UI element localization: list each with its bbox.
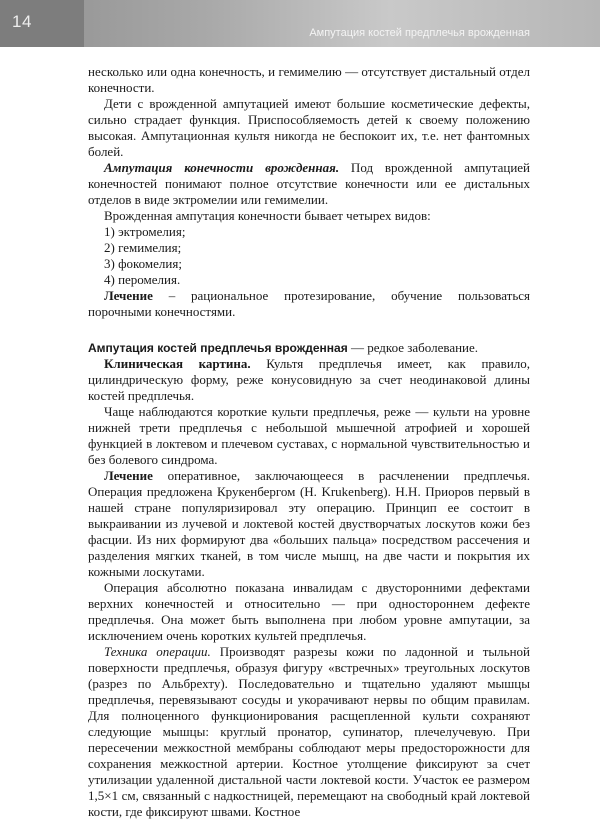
list-item-ectromelia: 1) эктромелия; (104, 224, 186, 239)
operative-treatment-text: оперативное, заключающееся в расчленении предплечья. Операция предложена Крукенбергом (H. Krukenberg). Н.Н. Приоров первый в нашей стране популяризировал эту операцию. Принцип ее состоит в выкраивании из лучевой и локтевой костей двустворчатых лоскутов кожи без фасции. Из них формируют два «больших пальца» посредством рассечения и разделения мягких тканей, в том числе мышц, на две части и покрытия их кожными лоскутами. (88, 468, 530, 579)
clinical-picture-text: Культя предплечья имеет, как правило, цилиндрическую форму, реже конусовидную за счет неодинаковой длины костей предплечья. (88, 356, 531, 403)
paragraph-indications: Операция абсолютно показана инвалидам с двусторонними дефектами верхних конечностей и относительно — при одностороннем дефекте предплечья. Она может быть выполнена при любом уровне ампутации, за исключением очень коротких культей предплечья. (88, 580, 530, 643)
term-treatment: Лечение (104, 288, 153, 303)
list-item-hemimelia: 2) гемимелия; (104, 240, 182, 255)
term-congenital-amputation: Ампутация конечности врожденная. (104, 160, 340, 175)
paragraph-clinical-picture (88, 356, 530, 404)
section-heading: Ампутация костей предплечья врожденная (88, 341, 348, 355)
paragraph-congenital-amputation (88, 160, 530, 208)
treatment-text: – рациональное протезирование, обучение пользоваться порочными конечностями. (88, 288, 530, 319)
page-body (88, 64, 530, 820)
header-band (0, 0, 600, 47)
paragraph-short-stumps: Чаще наблюдаются короткие культи предплечья, реже — культи на уровне нижней трети предплечья с небольшой мышечной атрофией и хорошей функцией в локтевом и плечевом суставах, с нормальной чувствительностью и без болевого синдрома. (88, 404, 530, 467)
paragraph-treatment-2 (88, 468, 530, 580)
paragraph-treatment-1 (88, 288, 530, 320)
paragraph-congenital-children: Дети с врожденной ампутацией имеют большие косметические дефекты, сильно страдает функция. Приспособляемость детей к своему положению высокая. Ампутационная культя никогда не беспокоит их, т.е. нет фантомных болей. (88, 96, 530, 159)
section-heading-rest: — редкое заболевание. (347, 340, 479, 355)
term-treatment-operative: Лечение (104, 468, 153, 483)
list-item-phocomelia: 3) фокомелия; (104, 256, 182, 271)
paragraph-continuation: несколько или одна конечность, и гемимелию — отсутствует дистальный отдел конечности. (88, 64, 530, 95)
term-clinical-picture: Клиническая картина. (104, 356, 251, 371)
list-item-peromelia: 4) перомелия. (104, 272, 181, 287)
definition-text: Под врожденной ампутацией конечностей понимают полное отсутствие конечности или ее дистальных отделов в виде эктромелии или гемимелии. (88, 160, 531, 207)
technique-text: Производят разрезы кожи по ладонной и тыльной поверхности предплечья, образуя фигуру «встречных» треугольных лоскутов (разрез по Альбрехту). Последовательно и тщательно удаляют мышцы предплечья, перевязывают сосуды и укорачивают нервы по общим правилам. Для полноценного функционирования расщепленной культи сохраняют следующие мышцы: круглый пронатор, супинатор, плечелучевую. При пересечении межкостной мембраны соблюдают меры предосторожности для сохранения межкостной артерии. Костное утолщение фиксируют за счет утилизации удаленной дистальной части локтевой кости. Участок ее размером 1,5×1 см, связанный с надкостницей, перемещают на свободный край локтевой кости, где фиксируют швами. Костное (88, 644, 531, 819)
term-technique: Техника операции. (104, 644, 211, 659)
section-title-forearm (88, 340, 530, 356)
paragraph-types-intro: Врожденная ампутация конечности бывает четырех видов: (104, 208, 431, 223)
page-number-box (0, 0, 84, 47)
page-number: 14 (12, 12, 32, 31)
running-title: Ампутация костей предплечья врожденная (309, 27, 530, 39)
paragraph-technique (88, 644, 530, 820)
